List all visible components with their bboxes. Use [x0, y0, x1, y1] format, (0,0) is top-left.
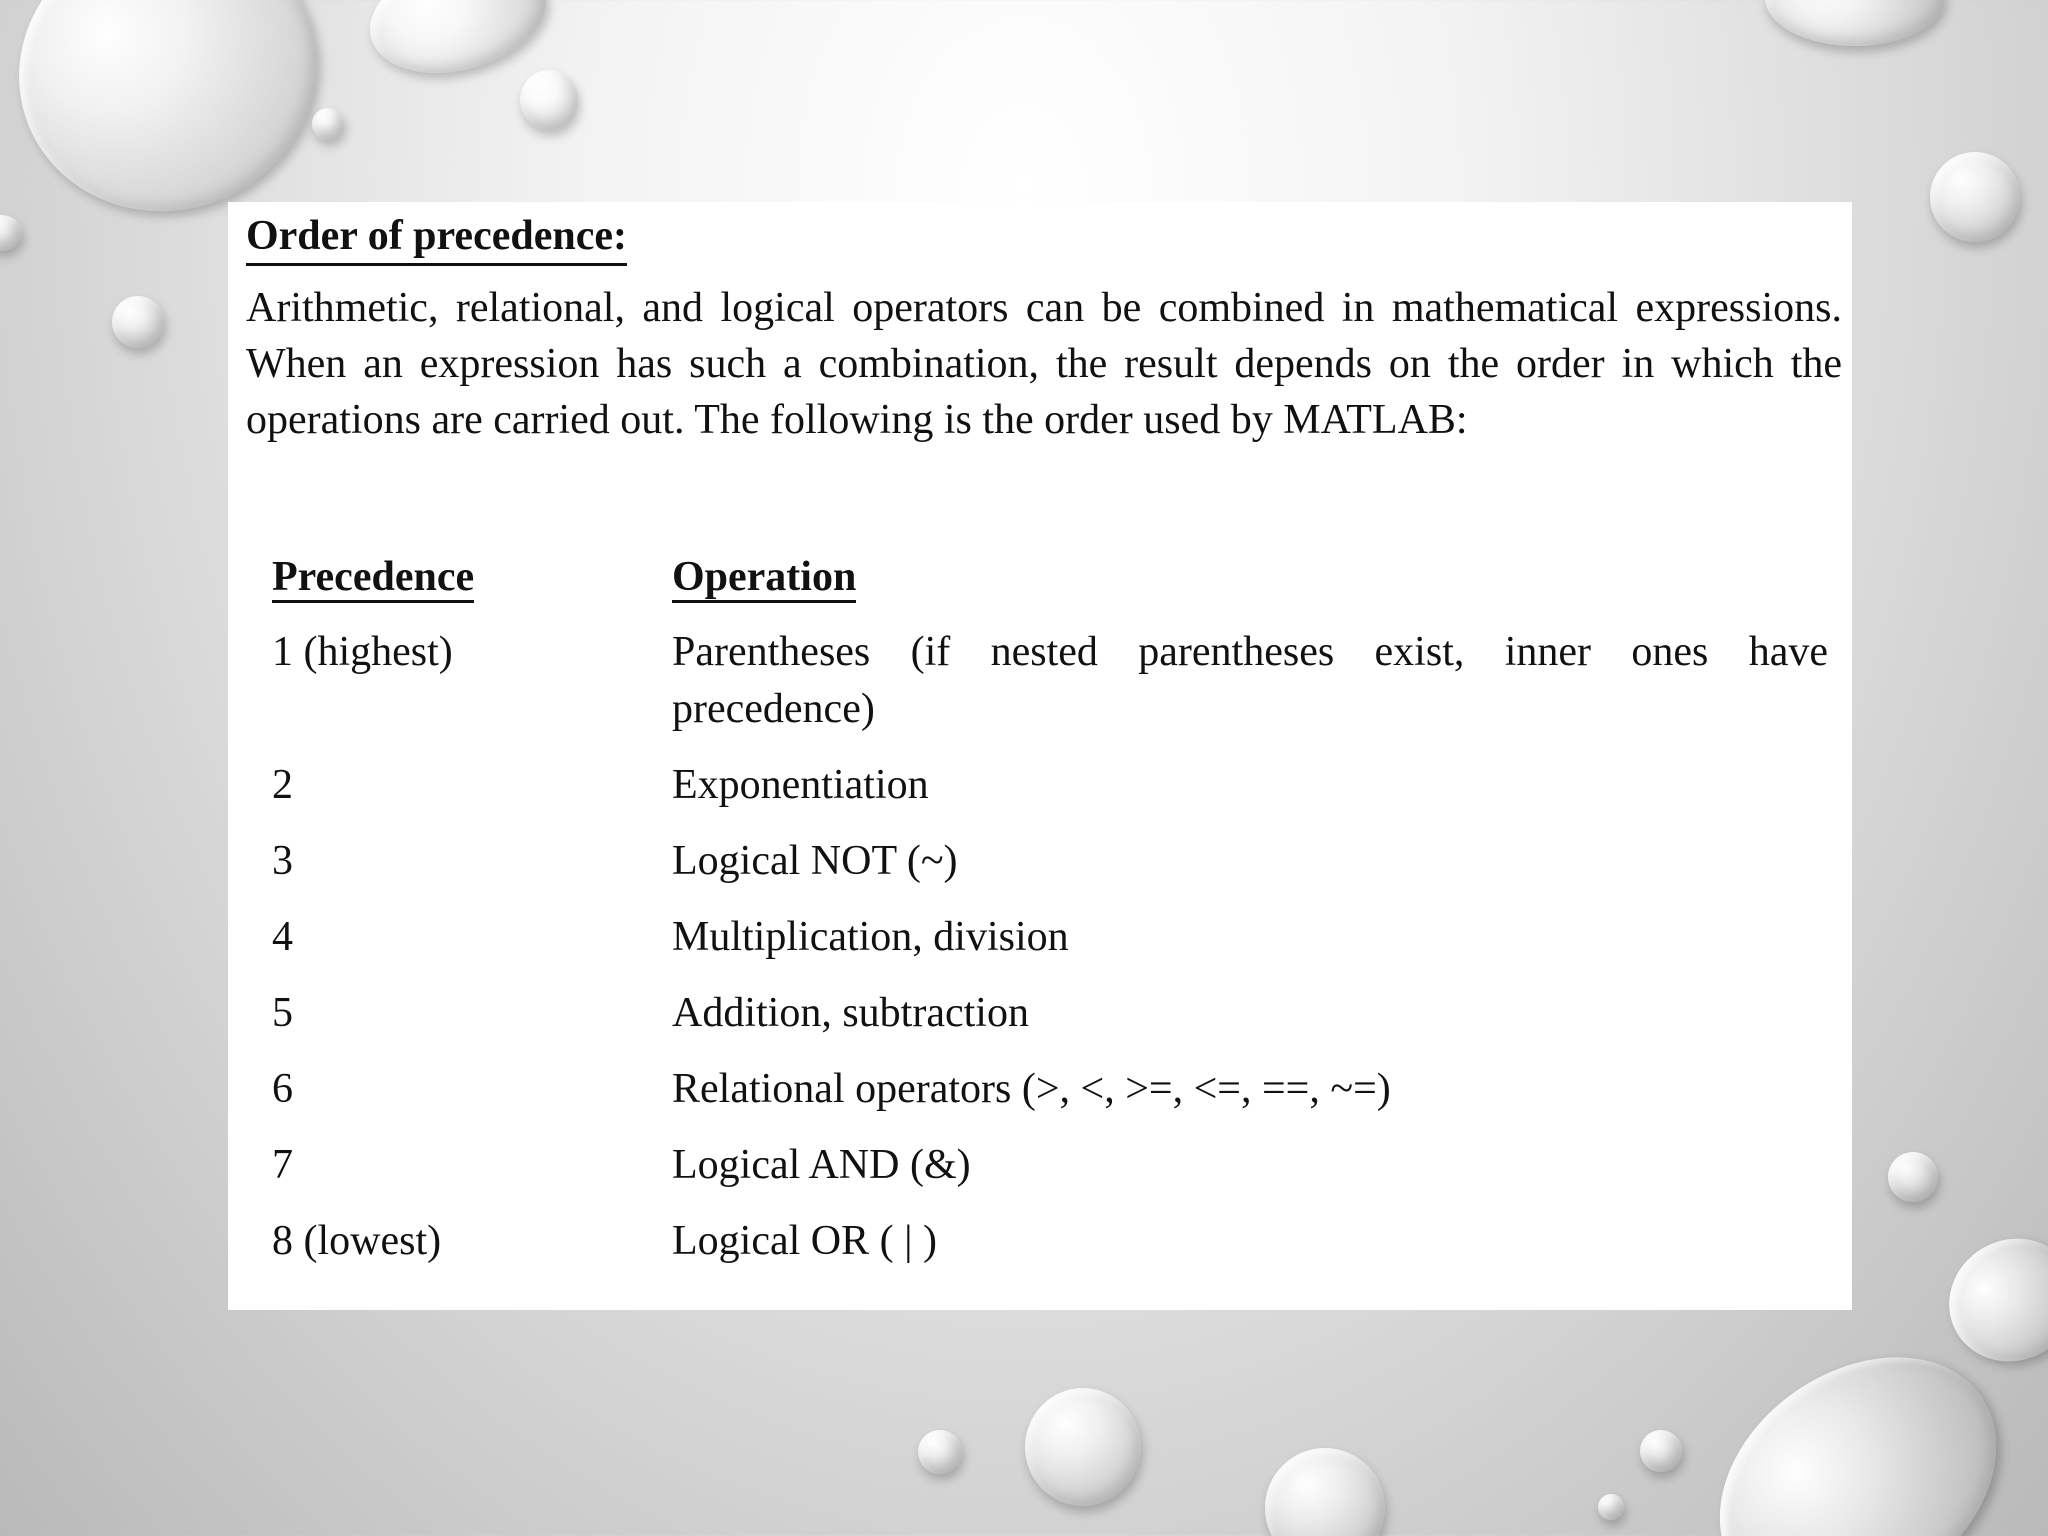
water-droplet — [520, 70, 578, 130]
water-droplet — [112, 296, 164, 348]
precedence-cell: 4 — [272, 914, 293, 961]
water-droplet — [1930, 152, 2020, 242]
table-row — [272, 909, 1828, 985]
operation-cell: Logical AND (&) — [672, 1142, 971, 1189]
water-droplet — [1927, 1216, 2048, 1385]
precedence-cell: 5 — [272, 990, 293, 1037]
precedence-cell: 2 — [272, 762, 293, 809]
operation-cell: Multiplication, division — [672, 914, 1069, 961]
table-row — [272, 1061, 1828, 1137]
precedence-cell: 3 — [272, 838, 293, 885]
water-droplet — [1888, 1152, 1938, 1202]
water-droplet — [1640, 1430, 1682, 1472]
water-droplet — [1598, 1494, 1624, 1520]
table-row — [272, 1137, 1828, 1213]
section-heading: Order of precedence: — [246, 210, 627, 266]
precedence-cell: 8 (lowest) — [272, 1218, 442, 1265]
precedence-column-header: Precedence — [272, 552, 672, 624]
intro-paragraph: Arithmetic, relational, and logical operators can be combined in mathematical expressions. When an expression has such a combination, the result depends on the order in which the operations are carried out. The following is the order used by MATLAB: — [246, 285, 1842, 443]
precedence-cell: 7 — [272, 1142, 293, 1189]
operation-cell: Parentheses (if nested parentheses exist, inner ones have precedence) — [672, 629, 1828, 733]
operation-cell: Exponentiation — [672, 762, 929, 809]
precedence-table — [272, 552, 1828, 1289]
water-droplet — [1765, 0, 1945, 46]
water-droplet — [918, 1430, 962, 1474]
water-droplet — [1265, 1448, 1385, 1536]
table-header-row — [272, 552, 1828, 624]
precedence-cell: 1 (highest) — [272, 629, 453, 676]
table-row — [272, 833, 1828, 909]
table-row — [272, 985, 1828, 1061]
water-droplet — [0, 215, 22, 251]
operation-cell: Addition, subtraction — [672, 990, 1029, 1037]
water-droplet — [312, 108, 344, 140]
table-row — [272, 757, 1828, 833]
operation-cell: Logical OR ( | ) — [672, 1218, 938, 1265]
table-row — [272, 624, 1828, 757]
document-panel — [228, 202, 1852, 1310]
operation-cell: Relational operators (>, <, >=, <=, ==, ~=) — [672, 1066, 1391, 1113]
operation-cell: Logical NOT (~) — [672, 838, 958, 885]
operation-column-header: Operation — [672, 552, 1828, 624]
table-row — [272, 1213, 1828, 1289]
water-droplet — [1025, 1388, 1141, 1506]
precedence-cell: 6 — [272, 1066, 293, 1113]
